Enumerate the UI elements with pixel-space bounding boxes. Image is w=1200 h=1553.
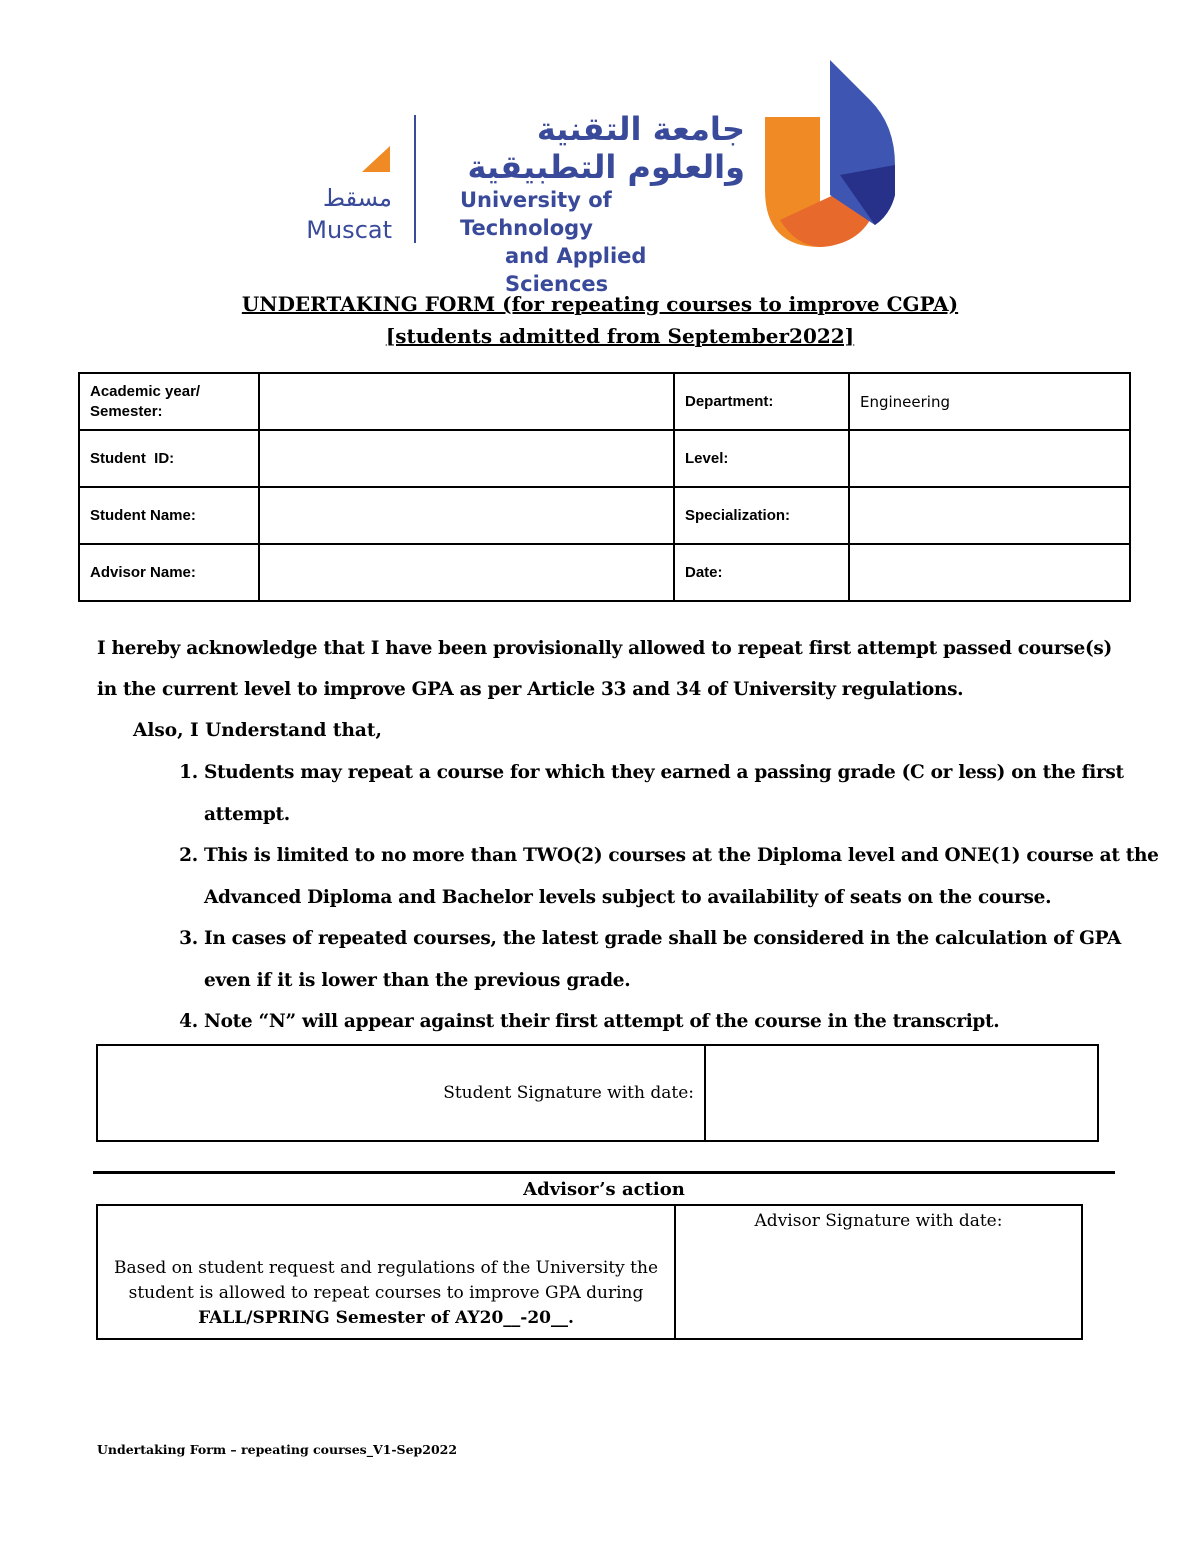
date-field[interactable] [849, 544, 1130, 601]
department-field[interactable]: Engineering [849, 373, 1130, 430]
student-signature-field[interactable] [705, 1045, 1098, 1141]
table-row [79, 373, 1130, 430]
student-signature-label: Student Signature with date: [97, 1045, 705, 1141]
campus-triangle-icon [362, 146, 390, 172]
academic-year-field[interactable] [259, 373, 674, 430]
form-title: UNDERTAKING FORM (for repeating courses to improve CGPA) [241, 292, 959, 316]
advisor-name-field[interactable] [259, 544, 674, 601]
student-name-field[interactable] [259, 487, 674, 544]
also-text: Also, I Understand that, [133, 720, 382, 741]
student-id-label: Student ID: [79, 430, 259, 487]
acknowledgement-text: I hereby acknowledge that I have been provisionally allowed to repeat first attempt passed course(s) in the current level to improve GPA as per Article 33 and 34 of University regulations. [97, 638, 1112, 700]
advisor-signature-label: Advisor Signature with date: [754, 1211, 1003, 1231]
date-label: Date: [674, 544, 849, 601]
specialization-field[interactable] [849, 487, 1130, 544]
table-row [79, 487, 1130, 544]
student-info-table [78, 372, 1131, 602]
student-signature-table [96, 1044, 1099, 1142]
advisor-statement-line1: Based on student request and regulations of the University the [113, 1258, 659, 1278]
university-name-ar-line2: والعلوم التطبيقية [467, 148, 745, 186]
table-row [79, 430, 1130, 487]
student-id-field[interactable] [259, 430, 674, 487]
student-name-label: Student Name: [79, 487, 259, 544]
list-item: 4. Note “N” will appear against their first attempt of the course in the transcript. [204, 1001, 1169, 1043]
advisor-action-table [96, 1204, 1083, 1340]
campus-name-ar: مسقط [322, 184, 392, 212]
advisor-name-label: Advisor Name: [79, 544, 259, 601]
university-logo-mark-icon [760, 55, 905, 250]
form-subtitle: [students admitted from September2022] [385, 324, 855, 348]
advisor-action-title: Advisor’s action [523, 1179, 685, 1200]
academic-year-label: Academic year/ Semester: [79, 373, 259, 430]
campus-logo [300, 140, 400, 250]
section-divider [93, 1171, 1115, 1174]
campus-name-en: Muscat [306, 216, 392, 244]
list-item: 2. This is limited to no more than TWO(2) courses at the Diploma level and ONE(1) course at the Advanced Diploma and Bachelor levels subject to availability of seats on the course. [204, 835, 1169, 918]
footer-text: Undertaking Form – repeating courses_V1-Sep2022 [97, 1442, 458, 1457]
rules-list [160, 752, 1169, 1043]
level-field[interactable] [849, 430, 1130, 487]
university-name-en-line2: and Applied Sciences [505, 244, 647, 296]
list-item: 3. In cases of repeated courses, the latest grade shall be considered in the calculation of GPA even if it is lower than the previous grade. [204, 918, 1169, 1001]
department-label: Department: [674, 373, 849, 430]
table-row [79, 544, 1130, 601]
specialization-label: Specialization: [674, 487, 849, 544]
advisor-statement [97, 1205, 675, 1339]
university-name-ar-line1: جامعة التقنية [536, 110, 745, 148]
advisor-signature-field[interactable] [675, 1205, 1082, 1339]
advisor-statement-line3: FALL/SPRING Semester of AY20__-20__. [198, 1308, 574, 1328]
advisor-statement-line2: student is allowed to repeat courses to improve GPA during [128, 1283, 644, 1303]
university-name [455, 110, 745, 298]
list-item: 1. Students may repeat a course for which they earned a passing grade (C or less) on the first attempt. [204, 752, 1169, 835]
university-name-en-line1: University of Technology [460, 188, 612, 240]
logo-divider [414, 115, 416, 243]
level-label: Level: [674, 430, 849, 487]
